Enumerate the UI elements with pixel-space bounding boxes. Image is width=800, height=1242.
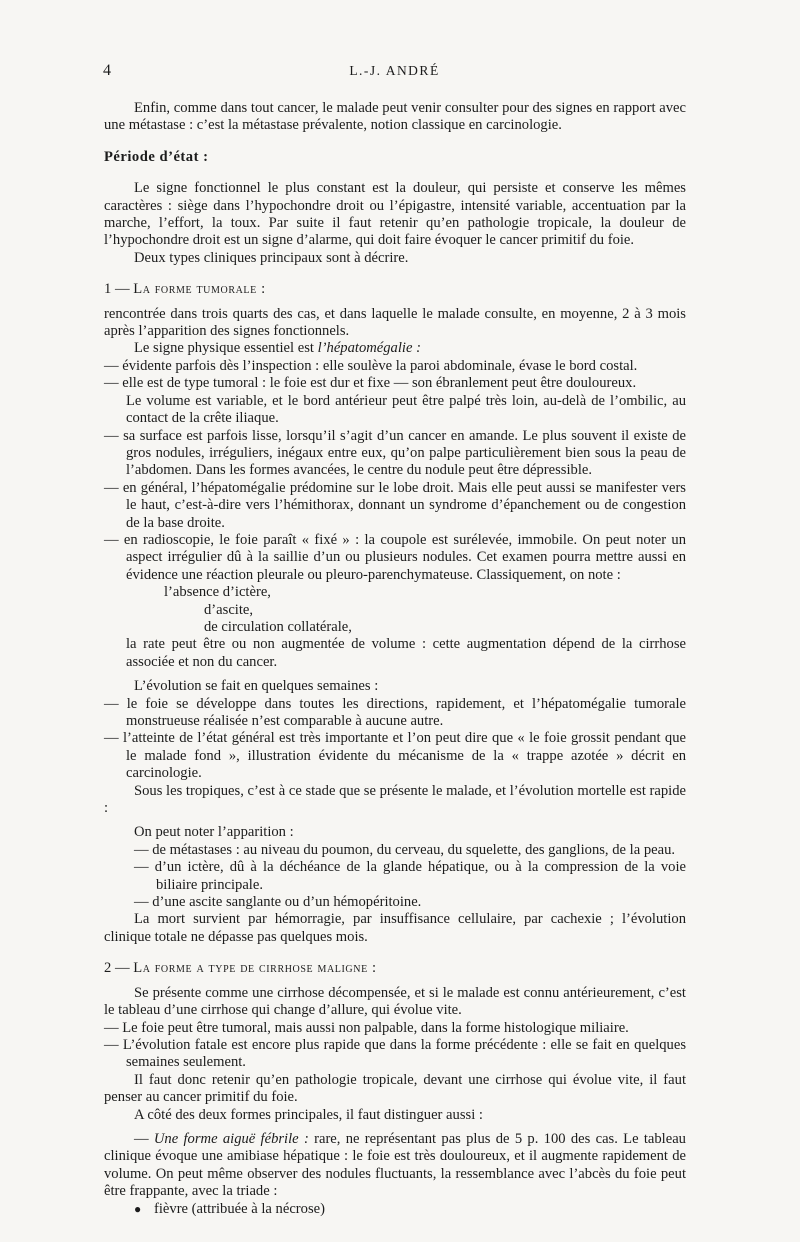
bullet-text: fièvre (attribuée à la nécrose) xyxy=(154,1200,325,1217)
list-item: — de métastases : au niveau du poumon, du cerveau, du squelette, des ganglions, de la peau. xyxy=(134,841,676,858)
subsection-heading-2 xyxy=(104,960,686,977)
list-item: — en général, l’hépatomégalie prédomine sur le lobe droit. Mais elle peut aussi se manifester vers le haut, c’est-à-dire vers l’hémithorax, donnant un syndrome d’épanchement ou de congestion de la base droite. xyxy=(104,479,686,531)
list-item: — L’évolution fatale est encore plus rapide que dans la forme précédente : elle se fait en quelques semaines seulement. xyxy=(104,1036,686,1071)
paragraph xyxy=(104,1131,686,1201)
paragraph: La mort survient par hémorragie, par insuffisance cellulaire, par cachexie ; l’évolution clinique totale ne dépasse pas quelques mois. xyxy=(104,911,686,945)
paragraph: Il faut donc retenir qu’en pathologie tropicale, devant une cirrhose qui évolue vite, il faut penser au cancer primitif du foie. xyxy=(104,1071,686,1106)
list-subitem: d’ascite, xyxy=(204,601,254,618)
paragraph: On peut noter l’apparition : xyxy=(134,824,294,841)
page-header xyxy=(103,62,686,82)
paragraph: Sous les tropiques, c’est à ce stade que se présente le malade, et l’évolution mortelle est rapide : xyxy=(104,782,686,817)
list-item-continuation: la rate peut être ou non augmentée de volume : cette augmentation dépend de la cirrhose associée et non du cancer. xyxy=(126,636,686,670)
bullet-item xyxy=(104,1201,686,1218)
list-item: — elle est de type tumoral : le foie est dur et fixe — son ébranlement peut être douloureux. xyxy=(104,375,637,392)
emphasis: Une forme aiguë fébrile : xyxy=(153,1130,309,1147)
list-item: — en radioscopie, le foie paraît « fixé » : la coupole est surélevée, immobile. On peut noter un aspect irrégulier dû à la saillie d’un ou plusieurs nodules. Cet examen pourra mettre aussi en évidence une réaction pleurale ou pleuro-parenchymateuse. Classiquement, on note : xyxy=(104,531,686,583)
list-item: — Le foie peut être tumoral, mais aussi non palpable, dans la forme histologique miliaire. xyxy=(104,1019,629,1036)
running-head: L.-J. ANDRÉ xyxy=(349,63,440,78)
list-item: — l’atteinte de l’état général est très importante et l’on peut dire que « le foie grossit pendant que le malade fond », illustration évidente du mécanisme de la « trappe azotée » décrit en carcinologie. xyxy=(104,730,686,782)
paragraph: Le signe fonctionnel le plus constant est la douleur, qui persiste et conserve les mêmes caractères : siège dans l’hypochondre droit ou l’épigastre, intensité variable, accentuation par la marche, l’effort, la toux. Par suite il faut retenir qu’en pathologie tropicale, la douleur de l’hypochondre droit est un signe d’alarme, qui doit faire évoquer le cancer primitif du foie. xyxy=(104,180,686,249)
emphasis: l’hépatomégalie : xyxy=(317,340,421,357)
heading-number: 1 — xyxy=(104,281,134,298)
list-item: — évidente parfois dès l’inspection : elle soulève la paroi abdominale, évase le bord costal. xyxy=(104,357,638,374)
bullet-icon: ● xyxy=(134,1201,142,1216)
list-item: — d’une ascite sanglante ou d’un hémopéritoine. xyxy=(134,894,422,911)
heading-number: 2 — xyxy=(104,960,134,977)
paragraph: Se présente comme une cirrhose décompensée, et si le malade est connu antérieurement, c’est le tableau d’une cirrhose qui change d’allure, qui évolue vite. xyxy=(104,984,686,1019)
subsection-heading-1 xyxy=(104,281,686,298)
list-item: — d’un ictère, dû à la déchéance de la glande hépatique, ou à la compression de la voie biliaire principale. xyxy=(134,859,686,893)
section-heading-periode: Période d’état : xyxy=(104,148,209,165)
paragraph: A côté des deux formes principales, il faut distinguer aussi : xyxy=(134,1106,483,1123)
list-item-continuation: Le volume est variable, et le bord antérieur peut être palpé très loin, au-delà de l’ombilic, au contact de la crête iliaque. xyxy=(126,392,686,427)
paragraph xyxy=(104,340,686,357)
paragraph: L’évolution se fait en quelques semaines : xyxy=(134,678,379,695)
list-subitem: de circulation collatérale, xyxy=(204,618,352,635)
body-text xyxy=(104,100,686,1218)
heading-title: La forme tumorale : xyxy=(133,281,266,298)
paragraph: Enfin, comme dans tout cancer, le malade peut venir consulter pour des signes en rapport avec une métastase : c’est la métastase prévalente, notion classique en carcinologie. xyxy=(104,100,686,134)
list-item: — sa surface est parfois lisse, lorsqu’il s’agit d’un cancer en amande. Le plus souvent il existe de gros nodules, irréguliers, inégaux entre eux, qu’on palpe particulièrement bien sous la peau de l’abdomen. Dans les formes avancées, le centre du nodule peut être dépressible. xyxy=(104,427,686,479)
list-item: — le foie se développe dans toutes les directions, rapidement, et l’hépatomégalie tumorale monstrueuse réalisée n’est comparable à aucune autre. xyxy=(104,695,686,729)
paragraph: Deux types cliniques principaux sont à décrire. xyxy=(134,249,409,266)
text: Le signe physique essentiel est xyxy=(134,340,318,357)
page-number: 4 xyxy=(103,62,111,79)
text: rare, ne représentant pas plus de 5 p. 100 des cas. Le tableau clinique évoque une amibiase hépatique : le foie est très douloureux, et il augmente rapidement de volume. On peut même observer des nodules fluctuants, la ressemblance avec l’abcès du foie peut être frappante, avec la triade : xyxy=(104,1130,686,1200)
list-subitem: l’absence d’ictère, xyxy=(164,584,271,601)
text: — xyxy=(134,1130,154,1147)
heading-title: La forme a type de cirrhose maligne : xyxy=(133,960,377,977)
paragraph: rencontrée dans trois quarts des cas, et dans laquelle le malade consulte, en moyenne, 2 à 3 mois après l’apparition des signes fonctionnels. xyxy=(104,305,686,340)
